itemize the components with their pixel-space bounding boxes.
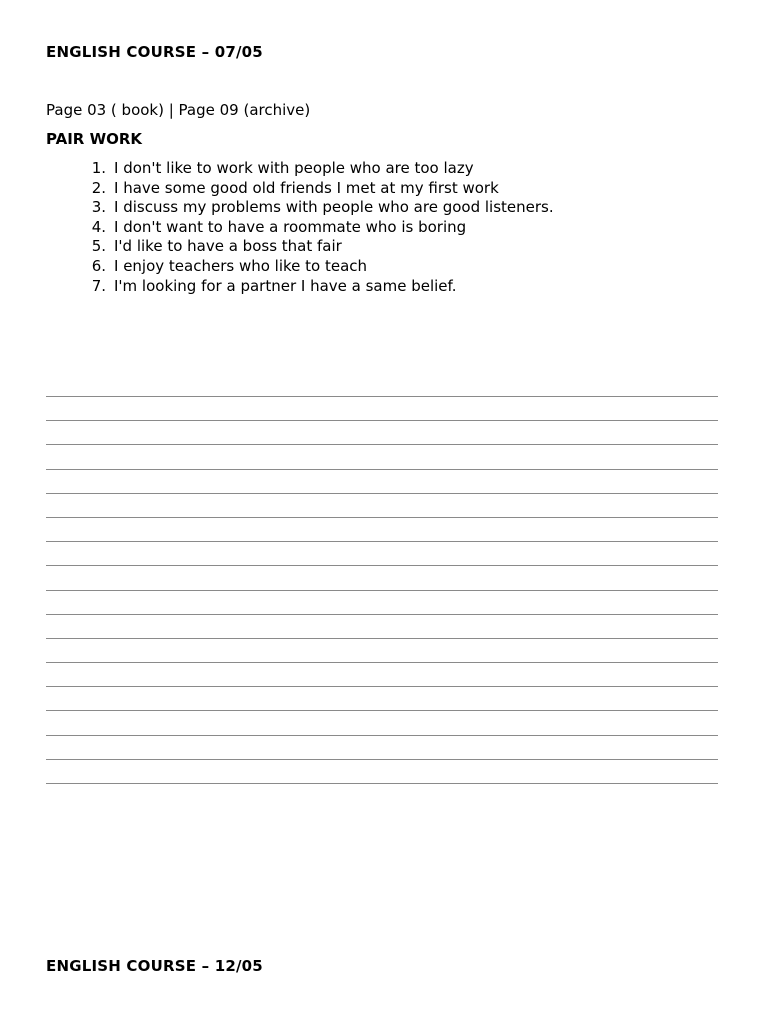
- list-number: 2.: [91, 178, 106, 197]
- list-item: [46, 277, 554, 297]
- writing-line: [46, 444, 718, 445]
- course-title-bottom: ENGLISH COURSE – 12/05: [46, 957, 263, 975]
- writing-lines-area: [46, 396, 718, 807]
- writing-line: [46, 710, 718, 711]
- sentence-list: [46, 159, 554, 296]
- writing-line: [46, 420, 718, 421]
- writing-line: [46, 638, 718, 639]
- pages-reference: Page 03 ( book) | Page 09 (archive): [46, 101, 311, 119]
- list-item: [46, 257, 554, 277]
- writing-line: [46, 686, 718, 687]
- list-item-text: I discuss my problems with people who are good listeners.: [114, 198, 554, 217]
- list-number: 7.: [91, 276, 106, 295]
- writing-line: [46, 735, 718, 736]
- list-item: [46, 179, 554, 199]
- writing-line: [46, 469, 718, 470]
- list-item: [46, 237, 554, 257]
- writing-line: [46, 541, 718, 542]
- list-number: 5.: [91, 237, 106, 256]
- list-item-text: I'd like to have a boss that fair: [114, 237, 342, 256]
- list-number: 4.: [91, 217, 106, 236]
- writing-line: [46, 565, 718, 566]
- writing-line: [46, 590, 718, 591]
- writing-line: [46, 396, 718, 397]
- writing-line: [46, 783, 718, 784]
- list-item: [46, 159, 554, 179]
- list-item: [46, 218, 554, 238]
- section-heading-pair-work: PAIR WORK: [46, 130, 143, 148]
- list-number: 1.: [91, 159, 106, 177]
- writing-line: [46, 517, 718, 518]
- list-item-text: I enjoy teachers who like to teach: [114, 256, 368, 275]
- writing-line: [46, 493, 718, 494]
- list-number: 3.: [91, 198, 106, 217]
- writing-line: [46, 614, 718, 615]
- list-item-text: I don't like to work with people who are too lazy: [114, 159, 474, 177]
- list-item: [46, 198, 554, 218]
- writing-line: [46, 662, 718, 663]
- list-item-text: I don't want to have a roommate who is boring: [114, 217, 467, 236]
- list-number: 6.: [91, 256, 106, 275]
- writing-line: [46, 759, 718, 760]
- course-title-top: ENGLISH COURSE – 07/05: [46, 43, 263, 61]
- list-item-text: I have some good old friends I met at my first work: [114, 178, 499, 197]
- list-item-text: I'm looking for a partner I have a same belief.: [114, 276, 457, 295]
